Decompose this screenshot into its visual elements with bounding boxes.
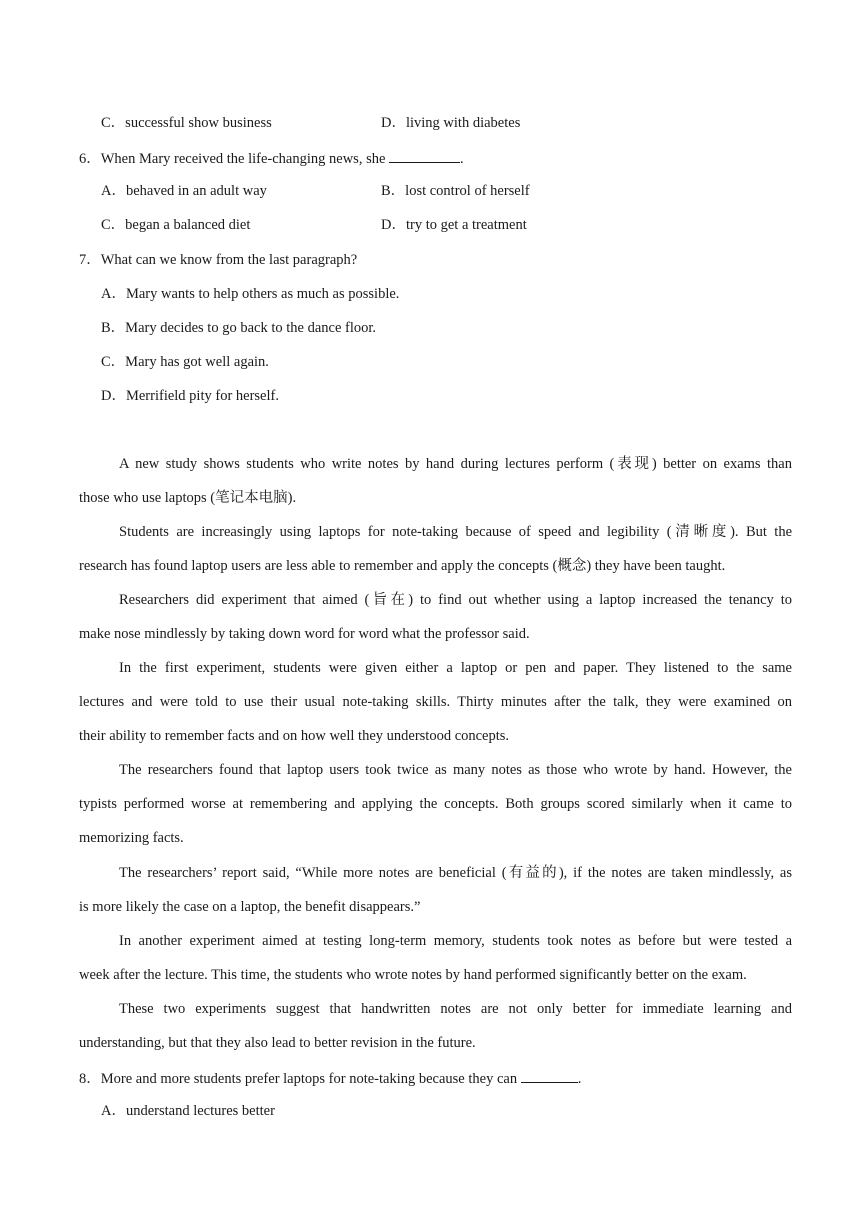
passage-line: In another experiment aimed at testing long-term memory, students took notes as before but were tested a <box>119 933 792 949</box>
passage-paragraph-6 <box>79 864 792 932</box>
q6-stem <box>79 148 464 168</box>
q7-option-a: A．Mary wants to help others as much as possible. <box>101 286 400 302</box>
passage-paragraph-7 <box>79 932 792 1000</box>
q6-option-c: C．began a balanced diet <box>101 217 251 233</box>
q8-stem-text: 8．More and more students prefer laptops for note-taking because they can <box>79 1071 518 1087</box>
q6-option-b: B．lost control of herself <box>381 183 530 199</box>
passage-line: week after the lecture. This time, the students who wrote notes by hand performed significantly better on the exam. <box>79 967 747 983</box>
passage-line: Students are increasingly using laptops for note-taking because of speed and legibility (清晰度). But the <box>119 524 792 540</box>
q6-stem-text: 6．When Mary received the life-changing news, she <box>79 151 386 167</box>
passage-paragraph-4 <box>79 659 792 761</box>
q8-answer-blank <box>521 1068 578 1083</box>
q8-option-a: A．understand lectures better <box>101 1103 275 1119</box>
q8-stem <box>79 1068 581 1088</box>
passage-paragraph-5 <box>79 761 792 863</box>
passage-line: typists performed worse at remembering and applying the concepts. Both groups scored similarly when it came to <box>79 796 792 812</box>
q5-option-c: C．successful show business <box>101 115 272 131</box>
passage-line: In the first experiment, students were given either a laptop or pen and paper. They listened to the same <box>119 660 792 676</box>
q8-stem-end: . <box>577 1071 582 1087</box>
passage-line: These two experiments suggest that handwritten notes are not only better for immediate learning and <box>119 1001 792 1017</box>
q6-option-d: D．try to get a treatment <box>381 217 527 233</box>
passage-paragraph-3 <box>79 591 792 659</box>
passage-paragraph-1 <box>79 455 792 523</box>
passage-line: make nose mindlessly by taking down word for word what the professor said. <box>79 626 530 642</box>
passage-line: those who use laptops (笔记本电脑). <box>79 490 297 506</box>
passage-line: lectures and were told to use their usual note-taking skills. Thirty minutes after the talk, they were examined on <box>79 694 792 710</box>
q7-option-d: D．Merrifield pity for herself. <box>101 388 279 404</box>
q5-option-d: D．living with diabetes <box>381 115 521 131</box>
passage-paragraph-2 <box>79 523 792 591</box>
passage-line: The researchers’ report said, “While more notes are beneficial (有益的), if the notes are taken mindlessly, as <box>119 865 792 881</box>
q6-option-a: A．behaved in an adult way <box>101 183 267 199</box>
passage-line: research has found laptop users are less able to remember and apply the concepts (概念) they have been taught. <box>79 558 726 574</box>
q6-stem-end: . <box>460 151 464 167</box>
q7-option-c: C．Mary has got well again. <box>101 354 269 370</box>
passage-paragraph-8 <box>79 1000 792 1068</box>
passage-line: The researchers found that laptop users took twice as many notes as those who wrote by hand. However, the <box>119 762 792 778</box>
passage-line: A new study shows students who write notes by hand during lectures perform (表现) better on exams than <box>119 456 792 472</box>
passage-line: their ability to remember facts and on how well they understood concepts. <box>79 728 510 744</box>
q6-answer-blank <box>389 148 460 163</box>
passage-line: is more likely the case on a laptop, the benefit disappears.” <box>79 899 421 915</box>
passage-line: Researchers did experiment that aimed (旨在) to find out whether using a laptop increased the tenancy to <box>119 592 792 608</box>
q7-option-b: B．Mary decides to go back to the dance floor. <box>101 320 377 336</box>
passage-line: memorizing facts. <box>79 830 184 846</box>
passage-line: understanding, but that they also lead to better revision in the future. <box>79 1035 476 1051</box>
q7-stem: 7．What can we know from the last paragraph? <box>79 252 358 268</box>
